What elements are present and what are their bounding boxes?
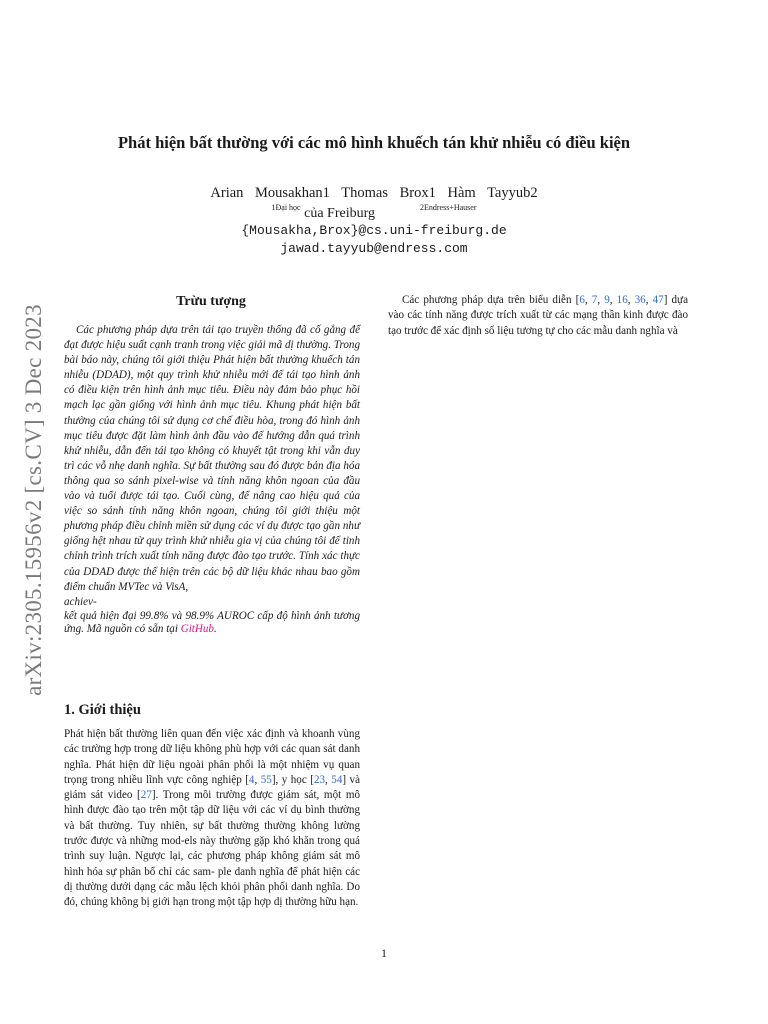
citation-link[interactable]: 47 (652, 294, 664, 306)
arxiv-id: arXiv:2305.15956v2 [cs.CV] 3 Dec 2023 (21, 304, 46, 696)
affiliation-2-marker: 2Endress+Hauser (420, 203, 477, 212)
page-number: 1 (381, 946, 387, 960)
citation-link[interactable]: 9 (604, 294, 610, 306)
citation-link[interactable]: 54 (331, 773, 343, 786)
affiliations (60, 203, 688, 222)
arxiv-watermark (16, 280, 52, 720)
section-heading-introduction: 1. Giới thiệu (64, 702, 141, 718)
citation-link[interactable]: 4 (248, 773, 255, 786)
citation-link[interactable]: 55 (260, 773, 272, 786)
citation-link[interactable]: 36 (634, 294, 646, 306)
citation-link[interactable]: 23 (313, 773, 326, 786)
abstract-text: Các phương pháp dựa trên tái tạo truyền thống đã cố gắng để đạt được hiệu suất cạnh tranh trong việc giải mã dị thường. Trong bài báo này, chúng tôi giới thiệu Phát hiện bất thường khuếch tán nhiễu (DDAD), một quy trình khử nhiễu mới để tái tạo hình ảnh có điều kiện trên hình ảnh mục tiêu. Điều này đảm bảo phục hồi mạch lạc gần giống với hình ảnh mục tiêu. Khung phát hiện bất thường của chúng tôi sử dụng cơ chế điều hòa, trong đó hình ảnh mục tiêu được đặt làm hình ảnh đầu vào để hướng dẫn quá trình khử nhiễu, dẫn đến tái tạo không có khuyết tật trong khi vẫn duy trì các vỗ nhẹ danh nghĩa. Sự bất thường sau đó được bản địa hóa thông qua so sánh pixel-wise và tính năng khôn ngoan của đầu vào và tuổi được tái tạo. Cuối cùng, để nâng cao hiệu quả của việc so sánh tính năng khôn ngoan, chúng tôi giới thiệu một phương pháp điều chỉnh miền sử dụng các ví dụ được tạo gần như giống hệt nhau từ quy trình khử nhiễu gia vị của chúng tôi để tinh chỉnh trình trích xuất tính năng được đào tạo trước. Tính xác thực của DDAD được thể hiện trên các bộ dữ liệu khác nhau bao gồm điểm chuẩn MVTec và VisA, (64, 324, 360, 593)
abstract-body (64, 323, 360, 636)
email-line-1[interactable]: {Mousakha,Brox}@cs.uni-freiburg.de (241, 223, 507, 238)
citation-link[interactable]: 6 (579, 294, 585, 306)
citation-link[interactable]: 27 (140, 789, 152, 802)
abstract-heading: Trừu tượng (176, 294, 246, 309)
paper-title: Phát hiện bất thường với các mô hình khuếch tán khử nhiễu có điều kiện (117, 133, 631, 152)
affiliation-1-marker: 1Đại học (271, 203, 301, 212)
abstract-results-text: kết quả hiện đại 99.8% và 98.9% AUROC cấp độ hình ảnh tương ứng. Mã nguồn có sẵn tại (64, 609, 360, 635)
introduction-paragraph: Phát hiện bất thường liên quan đến việc xác định và khoanh vùng các trường hợp trong dữ liệu không phù hợp với các quan sát danh nghĩa. Phát hiện dữ liệu ngoài phân phối là một nhiệm vụ quan trọng trong nhiều lĩnh vực công nghiệp [4, 55], y học [23, 54] và giám sát video [27]. Trong môi trường được giám sát, một mô hình được đào tạo trên một tập dữ liệu với các ví dụ bình thường và bất thường. Tuy nhiên, sự bất thường thường không lường trước được và những mod-els này thường gặp khó khăn trong quá trình suy luận. Ngược lại, các phương pháp không giám sát mô hình hóa sự phân bổ chỉ các sam- ple danh nghĩa để phát hiện các dị thường dưới dạng các mẫu lệch khỏi phân phối danh nghĩa. Do đó, chúng không bị giới hạn trong một tập hợp dị thường hữu hạn. (64, 728, 361, 909)
affiliation-1-name: của Freiburg (304, 206, 375, 221)
github-link[interactable]: GitHub (180, 622, 214, 635)
right-column-paragraph: Các phương pháp dựa trên biểu diễn [6, 7, 9, 16, 36, 47] dựa vào các tính năng được trích xuất từ các mạng thần kinh được đào tạo trước để xác định số liệu tương tự cho các mẫu danh nghĩa và (388, 294, 688, 337)
email-line-2[interactable]: jawad.tayyub@endress.com (280, 241, 468, 256)
citation-link[interactable]: 16 (616, 294, 628, 306)
author-list: Arian Mousakhan1 Thomas Brox1 Hàm Tayyub2 (210, 185, 538, 201)
citation-link[interactable]: 7 (591, 294, 598, 306)
abstract-hyphenated-word: achiev- (64, 595, 97, 608)
abstract-results: kết quả hiện đại 99.8% và 98.9% AUROC cấp độ hình ảnh tương ứng. Mã nguồn có sẵn tại GitHub. (64, 609, 360, 635)
